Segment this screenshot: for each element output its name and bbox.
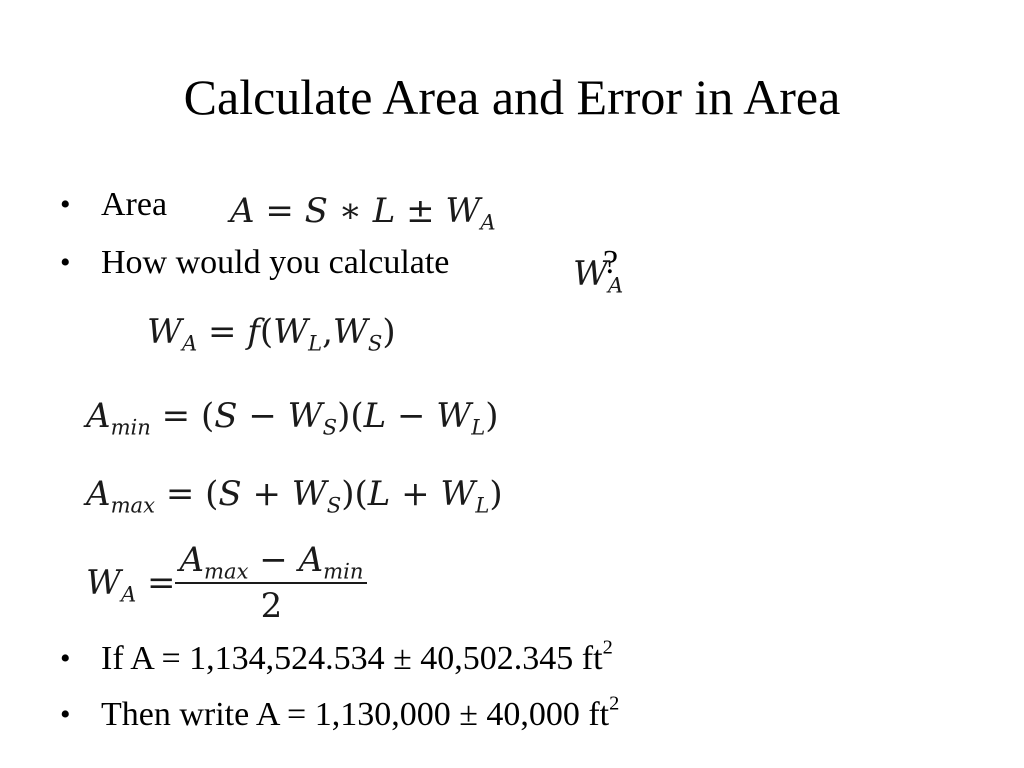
bullet-dot: •: [60, 188, 71, 221]
bullet-how-text: How would you calculate: [101, 244, 450, 281]
wa-symbol: $W_A$: [573, 254, 624, 298]
bullet-how-qmark: ?: [603, 244, 619, 281]
amin-equation: $A_{min} = (S - W_S)(L - W_L)$: [86, 396, 499, 440]
then-exponent: 2: [609, 692, 620, 715]
amax-equation: $A_{max} = (S + W_S)(L + W_L)$: [86, 474, 503, 518]
bullet-dot: •: [60, 698, 71, 731]
fraction-denominator: 2: [260, 586, 283, 626]
bullet-dot: •: [60, 642, 71, 675]
slide-title: Calculate Area and Error in Area: [183, 69, 841, 125]
area-equation: A = S ∗ $L \pm W_A$: [230, 191, 496, 235]
fraction: [175, 538, 367, 628]
wa-fraction-equation: $W_A$ = $\frac{A_{max} - A_{min}}{2}$: [86, 538, 367, 628]
if-exponent: 2: [602, 636, 613, 659]
wa-function-equation: $W_A = f(W_L,W_S)$: [147, 312, 396, 356]
fraction-numerator: $A_{max} - A_{min}$: [175, 538, 367, 584]
bullet-area-label: Area: [101, 186, 168, 223]
bullet-if-text: If A = 1,134,524.534 ± 40,502.345 $ft^2$: [101, 636, 613, 677]
bullet-then-text: Then write A = 1,130,000 ± 40,000 $ft^2$: [101, 692, 620, 733]
bullet-dot: •: [60, 246, 71, 279]
